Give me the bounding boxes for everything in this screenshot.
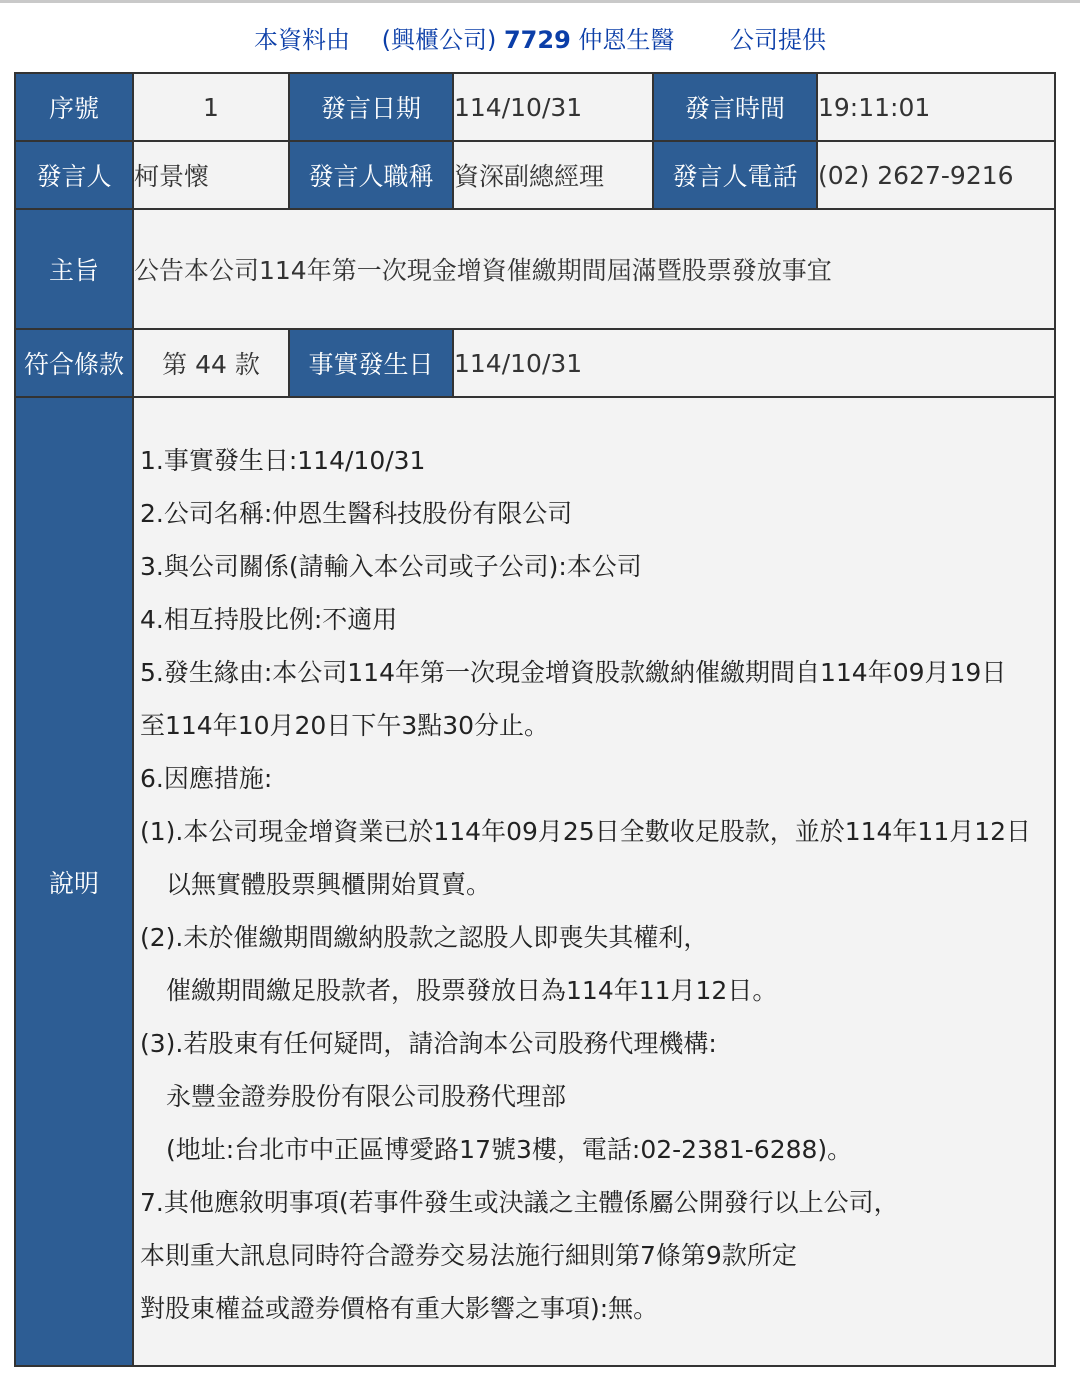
description-line: 以無實體股票興櫃開始買賣。 — [166, 870, 492, 899]
label-speaker: 發言人 — [15, 141, 133, 209]
description-line: 7.其他應敘明事項(若事件發生或決議之主體係屬公開發行以上公司， — [140, 1188, 899, 1217]
row-clause — [15, 329, 1055, 397]
label-clause: 符合條款 — [15, 329, 133, 397]
header-prefix: 本資料由 — [253, 26, 350, 54]
description-line: 催繳期間繳足股款者，股票發放日為114年11月12日。 — [166, 976, 778, 1005]
label-description: 說明 — [15, 397, 133, 1366]
row-speaker — [15, 141, 1055, 209]
value-subject: 公告本公司114年第一次現金增資催繳期間屆滿暨股票發放事宜 — [133, 209, 1055, 329]
value-date: 114/10/31 — [453, 73, 653, 141]
source-header — [0, 18, 1080, 62]
description-cell — [133, 397, 1055, 1366]
value-phone: (02) 2627-9216 — [817, 141, 1055, 209]
description-line: (地址:台北市中正區博愛路17號3樓，電話:02-2381-6288)。 — [166, 1135, 853, 1164]
description-line: 對股東權益或證券價格有重大影響之事項):無。 — [140, 1294, 659, 1323]
value-fact-date: 114/10/31 — [453, 329, 1055, 397]
label-time: 發言時間 — [653, 73, 817, 141]
header-code: 7729 — [503, 26, 571, 54]
description-line: 永豐金證券股份有限公司股務代理部 — [166, 1082, 567, 1111]
value-seq: 1 — [133, 73, 289, 141]
description-line: 6.因應措施: — [140, 764, 273, 793]
description-line: 3.與公司關係(請輸入本公司或子公司):本公司 — [140, 552, 642, 581]
description-line: (1).本公司現金增資業已於114年09月25日全數收足股款，並於114年11月12日 — [140, 817, 1032, 846]
row-description — [15, 397, 1055, 1366]
description-line: 2.公司名稱:仲恩生醫科技股份有限公司 — [140, 499, 573, 528]
header-suffix: 公司提供 — [730, 26, 827, 54]
announcement-table — [14, 72, 1056, 1367]
label-title: 發言人職稱 — [289, 141, 453, 209]
label-fact-date: 事實發生日 — [289, 329, 453, 397]
row-subject — [15, 209, 1055, 329]
label-phone: 發言人電話 — [653, 141, 817, 209]
value-time: 19:11:01 — [817, 73, 1055, 141]
description-body — [134, 398, 1054, 1365]
description-line: 1.事實發生日:114/10/31 — [140, 446, 426, 475]
top-divider — [0, 0, 1080, 3]
label-date: 發言日期 — [289, 73, 453, 141]
label-seq: 序號 — [15, 73, 133, 141]
description-line: (3).若股東有任何疑問，請洽詢本公司股務代理機構: — [140, 1029, 717, 1058]
value-clause: 第 44 款 — [133, 329, 289, 397]
description-line: 本則重大訊息同時符合證券交易法施行細則第7條第9款所定 — [140, 1241, 797, 1270]
description-line: (2).未於催繳期間繳納股款之認股人即喪失其權利， — [140, 923, 709, 952]
label-subject: 主旨 — [15, 209, 133, 329]
header-company: 仲恩生醫 — [578, 26, 675, 54]
description-line: 至114年10月20日下午3點30分止。 — [140, 711, 550, 740]
header-market: (興櫃公司) — [381, 26, 497, 54]
description-line: 5.發生緣由:本公司114年第一次現金增資股款繳納催繳期間自114年09月19日 — [140, 658, 1007, 687]
value-title: 資深副總經理 — [453, 141, 653, 209]
row-seq-date-time — [15, 73, 1055, 141]
description-line: 4.相互持股比例:不適用 — [140, 605, 398, 634]
value-speaker: 柯景懷 — [133, 141, 289, 209]
